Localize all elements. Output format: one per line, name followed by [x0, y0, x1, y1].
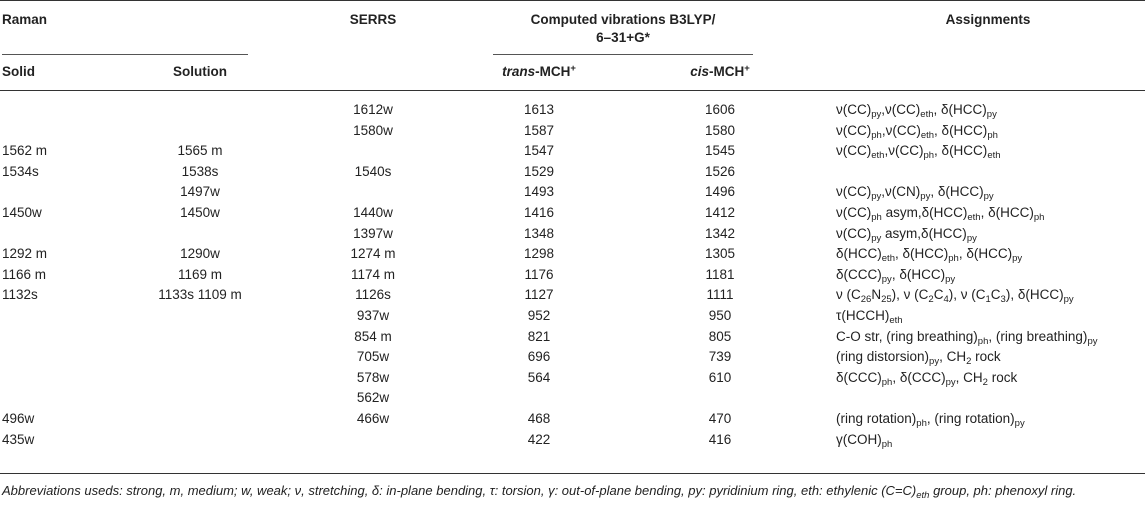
- cell-cis: 1606: [704, 102, 736, 117]
- cell-serrs: 1397w: [353, 225, 393, 241]
- cell-cis: 805: [708, 328, 732, 344]
- cell-serrs: 705w: [356, 349, 390, 365]
- cell-assignment: $\tau(HCCH)_{eth}$: [836, 308, 903, 326]
- cell-assignment: $\nu(CC)_{py},\nu(CN)_{py}$, $\delta(HCC)_{py}$: [836, 184, 994, 203]
- cis-suffix: -MCH: [708, 64, 745, 79]
- cell-trans: 422: [527, 431, 551, 447]
- cell-serrs: 466w: [356, 411, 390, 426]
- cell-cis: 1181: [705, 266, 735, 282]
- cell-trans: 1416: [523, 205, 555, 220]
- cell-assignment: $\nu(CC)_{ph}$ $asym,\delta(HCC)_{eth}$, $\delta(HCC)_{ph}$: [836, 205, 1045, 223]
- cell-solution: 1538s: [181, 163, 219, 179]
- cell-trans: 1298: [523, 246, 555, 262]
- cell-assignment: $\nu(CC)_{py}$ $asym,\delta(HCC)_{py}$: [836, 225, 977, 244]
- cell-serrs: 854 m: [354, 328, 392, 344]
- cell-trans: 821: [527, 328, 551, 344]
- cell-assignment: $\nu(CC)_{py},\nu(CC)_{eth}$, $\delta(HCC)_{py}$: [836, 102, 997, 120]
- cell-cis: 1305: [704, 246, 736, 262]
- cell-trans: 1127: [524, 287, 554, 303]
- cell-serrs: 1440w: [353, 205, 393, 220]
- cell-cis: 1111: [706, 287, 734, 303]
- cis-italic: cis: [690, 64, 709, 79]
- cell-assignment: $\nu(CC)_{eth},\nu(CC)_{ph}$, $\delta(HCC)_{eth}$: [836, 143, 1001, 162]
- cell-serrs: 562w: [356, 390, 390, 406]
- cell-assignment: $\delta(HCC)_{eth}$, $\delta(HCC)_{ph}$, $\delta(HCC)_{py}$: [836, 246, 1023, 265]
- header-assignments: Assignments: [945, 12, 1031, 27]
- trans-italic: trans: [502, 64, 536, 79]
- trans-suffix: -MCH: [535, 64, 571, 79]
- table-bottom-rule: [0, 473, 1145, 474]
- cell-serrs: 1612w: [353, 102, 393, 117]
- cell-trans: 1493: [523, 184, 555, 200]
- raman-span-rule: [2, 54, 248, 55]
- cell-solid: 496w: [2, 411, 35, 426]
- cell-cis: 470: [708, 411, 732, 426]
- cell-solid: 1292 m: [2, 246, 48, 262]
- cell-serrs: 578w: [356, 369, 390, 385]
- cell-solid: 1534s: [2, 163, 39, 179]
- cell-solution: 1450w: [180, 205, 220, 220]
- header-solid: Solid: [2, 64, 35, 79]
- header-trans-mch: [502, 64, 576, 79]
- cell-trans: 1348: [523, 225, 555, 241]
- table-top-rule: [0, 0, 1145, 1]
- cell-trans: 1547: [523, 143, 555, 159]
- cell-trans: 1529: [523, 163, 555, 179]
- cell-solution: 1565 m: [177, 143, 223, 159]
- cell-trans: 1176: [524, 266, 554, 282]
- cell-serrs: 1540s: [354, 163, 392, 179]
- cell-solution: 1169 m: [177, 266, 223, 282]
- header-raman: Raman: [2, 12, 48, 27]
- cell-solution: 1133s 1109 m: [158, 287, 242, 303]
- header-solution: Solution: [173, 64, 227, 79]
- cell-trans: 1613: [523, 102, 555, 117]
- cell-cis: 1412: [704, 205, 736, 220]
- cell-assignment: (ring $rotation)_{ph}$, (ring $rotation)_{py}$: [836, 411, 1025, 429]
- table-footnote: Abbreviations useds: strong, m, medium; w, weak; ν, stretching, δ: in-plane bending, τ: torsion, γ: out-of-plane bending, py: pyridinium ring, eth: ethylenic $(C=C)_{eth}$ group, ph: phenoxyl ring.: [2, 483, 1077, 501]
- cell-assignment: ν $(C_{26}N_{25})$, ν $(C_2C_4)$, ν $(C_1C_3)$, $\delta(HCC)_{py}$: [836, 287, 1074, 306]
- cell-solid: 1132s: [2, 287, 38, 303]
- cell-assignment: $\delta(CCC)_{ph}$, $\delta(CCC)_{py}$, $CH_2$ rock: [836, 369, 1018, 388]
- trans-charge: +: [570, 63, 576, 74]
- cell-solution: 1290w: [180, 246, 220, 262]
- cell-trans: 696: [527, 349, 551, 365]
- cell-trans: 468: [527, 411, 551, 426]
- header-bottom-rule: [0, 90, 1145, 91]
- header-computed-line1: Computed vibrations B3LYP/: [530, 12, 716, 27]
- cell-serrs: 1126s: [355, 287, 391, 303]
- cell-cis: 1342: [704, 225, 736, 241]
- cell-solid: 1562 m: [2, 143, 48, 159]
- cell-solution: 1497w: [180, 184, 220, 200]
- cell-cis: 739: [708, 349, 732, 365]
- header-cis-mch: [690, 64, 750, 79]
- cell-cis: 1496: [704, 184, 736, 200]
- cis-charge: +: [744, 63, 750, 74]
- cell-cis: 1545: [704, 143, 736, 159]
- cell-solid: 435w: [2, 431, 35, 447]
- cell-serrs: 1580w: [353, 122, 393, 138]
- cell-assignment: $\delta(CCC)_{py}$, $\delta(HCC)_{py}$: [836, 266, 956, 285]
- cell-assignment: $\gamma(COH)_{ph}$: [836, 431, 893, 450]
- computed-span-rule: [493, 54, 753, 55]
- cell-assignment: (ring $distorsion)_{py}$, $CH_2$ rock: [836, 349, 1001, 368]
- cell-solid: 1166 m: [2, 266, 47, 282]
- cell-trans: 564: [527, 369, 551, 385]
- cell-cis: 950: [708, 308, 732, 323]
- cell-cis: 416: [708, 431, 732, 447]
- cell-assignment: $\nu(CC)_{ph},\nu(CC)_{eth}$, $\delta(HCC)_{ph}$: [836, 122, 998, 141]
- cell-serrs: 937w: [356, 308, 390, 323]
- header-serrs: SERRS: [349, 12, 397, 27]
- header-computed-line2: 6–31+G*: [596, 30, 650, 45]
- cell-solid: 1450w: [2, 205, 42, 220]
- cell-cis: 1526: [704, 163, 736, 179]
- cell-cis: 610: [708, 369, 732, 385]
- cell-trans: 952: [527, 308, 551, 323]
- cell-trans: 1587: [523, 122, 555, 138]
- cell-assignment: C-O str, (ring $breathing)_{ph}$, (ring $breathing)_{py}$: [836, 328, 1098, 347]
- cell-serrs: 1274 m: [350, 246, 396, 262]
- cell-cis: 1580: [704, 122, 736, 138]
- cell-serrs: 1174 m: [350, 266, 396, 282]
